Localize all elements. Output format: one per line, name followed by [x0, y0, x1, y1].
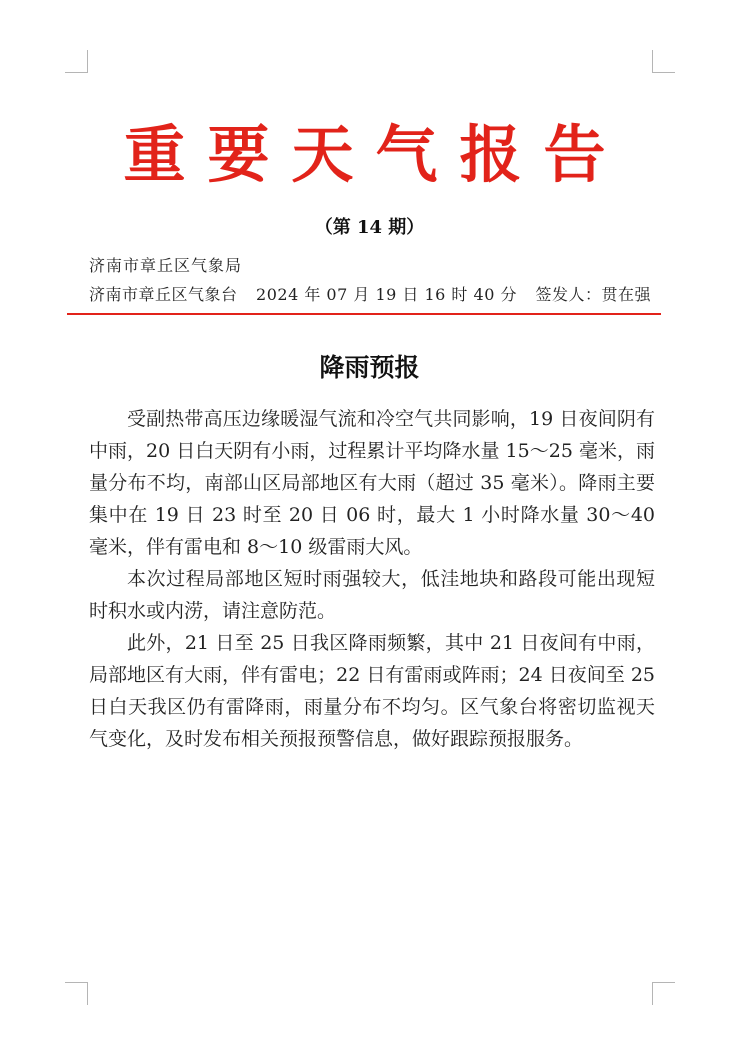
document-heading: 降雨预报: [319, 353, 420, 382]
paragraph: 此外，21 日至 25 日我区降雨频繁，其中 21 日夜间有中雨，局部地区有大雨，伴有雷电；22 日有雷雨或阵雨；24 日夜间至 25 日白天我区仍有雷降雨，雨量分布不均匀。区气象台将密切监视天气变化，及时发布相关预报预警信息，做好跟踪预报服务。: [89, 632, 655, 750]
issuer-station: 济南市章丘区气象台: [89, 285, 238, 304]
crop-mark-bottom-left: [65, 982, 88, 1005]
issuer-bureau: 济南市章丘区气象局: [89, 256, 243, 275]
paragraph: 受副热带高压边缘暖湿气流和冷空气共同影响，19 日夜间阴有中雨，20 日白天阴有小雨，过程累计平均降水量 15～25 毫米，雨量分布不均，南部山区局部地区有大雨（超过 35 毫米）。降雨主要集中在 19 日 23 时至 20 日 06 时，最大 1 小时降水量 30～40 毫米，伴有雷电和 8～10 级雷雨大风。: [89, 408, 655, 558]
signer: 签发人：贯在强: [535, 285, 651, 304]
crop-mark-top-right: [652, 50, 675, 73]
red-divider: [67, 313, 661, 315]
report-body: [89, 403, 655, 755]
crop-mark-top-left: [65, 50, 88, 73]
paragraph: 本次过程局部地区短时雨强较大，低洼地块和路段可能出现短时积水或内涝，请注意防范。: [89, 568, 655, 622]
issue-number: （第 14 期）: [314, 217, 425, 238]
report-title: 重要天气报告: [123, 118, 628, 191]
crop-mark-bottom-right: [652, 982, 675, 1005]
issue-datetime: 2024 年 07 月 19 日 16 时 40 分: [256, 285, 517, 304]
issuer-line: [89, 282, 651, 305]
